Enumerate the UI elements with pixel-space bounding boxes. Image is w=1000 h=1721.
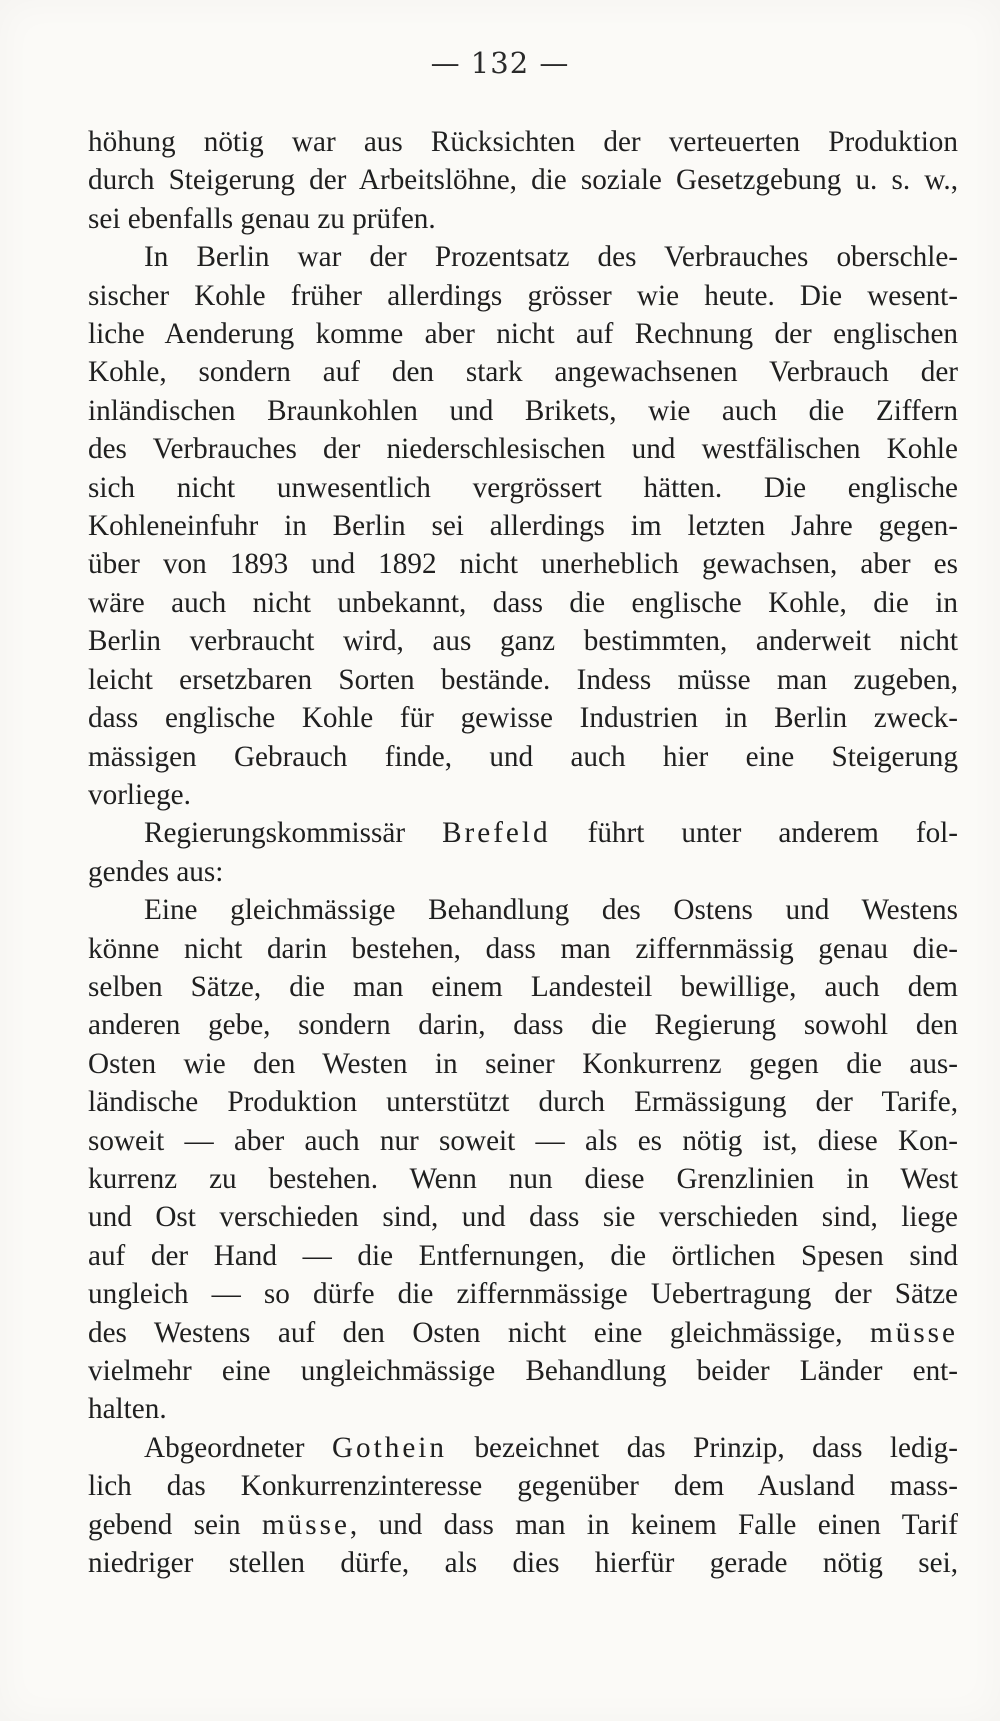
text-line: niedriger stellen dürfe, als dies hierfür gerade nötig sei, [88, 1547, 958, 1580]
text-line: halten. [88, 1393, 167, 1426]
text-line: wäre auch nicht unbekannt, dass die englische Kohle, die in [88, 586, 958, 619]
text-line: ländische Produktion unterstützt durch Ermässigung der Tarife, [88, 1086, 958, 1119]
text-line: Regierungskommissär Brefeld führt unter anderem fol- [144, 817, 958, 850]
text-line: liche Aenderung komme aber nicht auf Rechnung der englischen [88, 318, 958, 351]
body-text [88, 123, 958, 1582]
text-line: gendes aus: [88, 855, 224, 888]
text-line: lich das Konkurrenzinteresse gegenüber dem Ausland mass- [88, 1470, 958, 1503]
text-line: Berlin verbraucht wird, aus ganz bestimmten, anderweit nicht [88, 625, 958, 658]
emphasized-word: Brefeld [442, 817, 551, 850]
text-line: Kohleneinfuhr in Berlin sei allerdings im letzten Jahre gegen- [88, 510, 958, 543]
text-line: ungleich — so dürfe die ziffernmässige Uebertragung der Sätze [88, 1278, 958, 1311]
emphasized-word: Gothein [331, 1431, 447, 1464]
emphasized-word: müsse [261, 1508, 350, 1541]
text-line: sischer Kohle früher allerdings grösser wie heute. Die wesent- [88, 279, 958, 312]
text-line: inländischen Braunkohlen und Brikets, wie auch die Ziffern [88, 394, 958, 427]
text-line: vorliege. [88, 778, 191, 811]
text-line: selben Sätze, die man einem Landesteil bewillige, auch dem [88, 970, 958, 1003]
text-line: sich nicht unwesentlich vergrössert hätten. Die englische [88, 471, 958, 504]
text-line: anderen gebe, sondern darin, dass die Regierung sowohl den [88, 1009, 958, 1042]
page-number: — 132 — [430, 46, 570, 80]
text-line: Osten wie den Westen in seiner Konkurrenz gegen die aus- [88, 1047, 958, 1080]
text-line: leicht ersetzbaren Sorten bestände. Indess müsse man zugeben, [88, 663, 958, 696]
text-line: vielmehr eine ungleichmässige Behandlung beider Länder ent- [88, 1355, 958, 1387]
text-line: des Westens auf den Osten nicht eine gleichmässige, müsse [88, 1316, 958, 1349]
text-line: soweit — aber auch nur soweit — als es nötig ist, diese Kon- [88, 1124, 958, 1157]
text-line: dass englische Kohle für gewisse Industrien in Berlin zweck- [88, 702, 958, 735]
text-line: könne nicht darin bestehen, dass man ziffernmässig genau die- [88, 932, 958, 965]
text-line: und Ost verschieden sind, und dass sie verschieden sind, liege [88, 1201, 958, 1234]
text-line: Eine gleichmässige Behandlung des Ostens und Westens [144, 894, 958, 927]
text-line: kurrenz zu bestehen. Wenn nun diese Grenzlinien in West [88, 1162, 958, 1195]
text-line: gebend sein müsse, und dass man in keinem Falle einen Tarif [88, 1508, 958, 1541]
text-line: höhung nötig war aus Rücksichten der verteuerten Produktion [88, 126, 958, 158]
text-line: Kohle, sondern auf den stark angewachsenen Verbrauch der [88, 356, 958, 389]
text-line: In Berlin war der Prozentsatz des Verbrauches oberschle- [144, 241, 958, 274]
text-line: über von 1893 und 1892 nicht unerheblich gewachsen, aber es [88, 548, 958, 581]
text-line: durch Steigerung der Arbeitslöhne, die soziale Gesetzgebung u. s. w., [88, 164, 958, 197]
emphasized-word: müsse [870, 1316, 958, 1349]
text-line: mässigen Gebrauch finde, und auch hier eine Steigerung [88, 740, 958, 773]
text-line: Abgeordneter Gothein bezeichnet das Prinzip, dass ledig- [144, 1431, 958, 1464]
text-line: sei ebenfalls genau zu prüfen. [88, 202, 436, 235]
text-line: auf der Hand — die Entfernungen, die örtlichen Spesen sind [88, 1239, 958, 1272]
text-line: des Verbrauches der niederschlesischen und westfälischen Kohle [88, 433, 958, 466]
